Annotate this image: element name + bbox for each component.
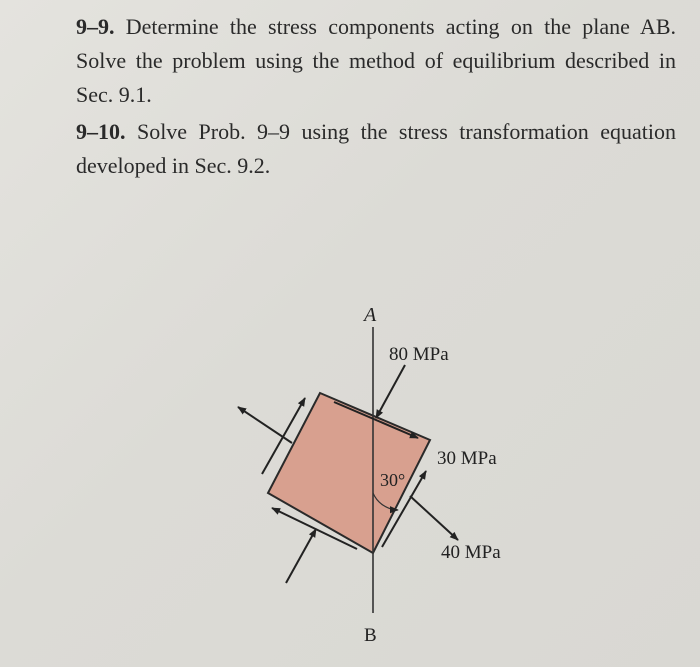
problem-text: Solve Prob. 9–9 using the stress transformation equation developed in Sec. 9.2. <box>76 119 676 178</box>
label-30mpa: 30 MPa <box>437 448 497 469</box>
stress-element <box>268 393 430 553</box>
normal-stress-arrow-bottom <box>286 529 316 583</box>
label-a: A <box>364 304 377 326</box>
label-angle: 30° <box>380 470 406 490</box>
normal-stress-arrow-top <box>376 365 405 418</box>
label-b: B <box>364 625 377 646</box>
problem-number: 9–9. <box>76 14 115 39</box>
label-40mpa: 40 MPa <box>441 542 501 563</box>
problem-number: 9–10. <box>76 119 126 144</box>
label-80mpa: 80 MPa <box>389 344 449 365</box>
problem-text: Determine the stress components acting on the plane AB. Solve the problem using the method of equilibrium described in Sec. 9.1. <box>76 14 677 107</box>
normal-stress-arrow-left <box>238 407 292 443</box>
normal-stress-arrow-right <box>410 496 458 540</box>
